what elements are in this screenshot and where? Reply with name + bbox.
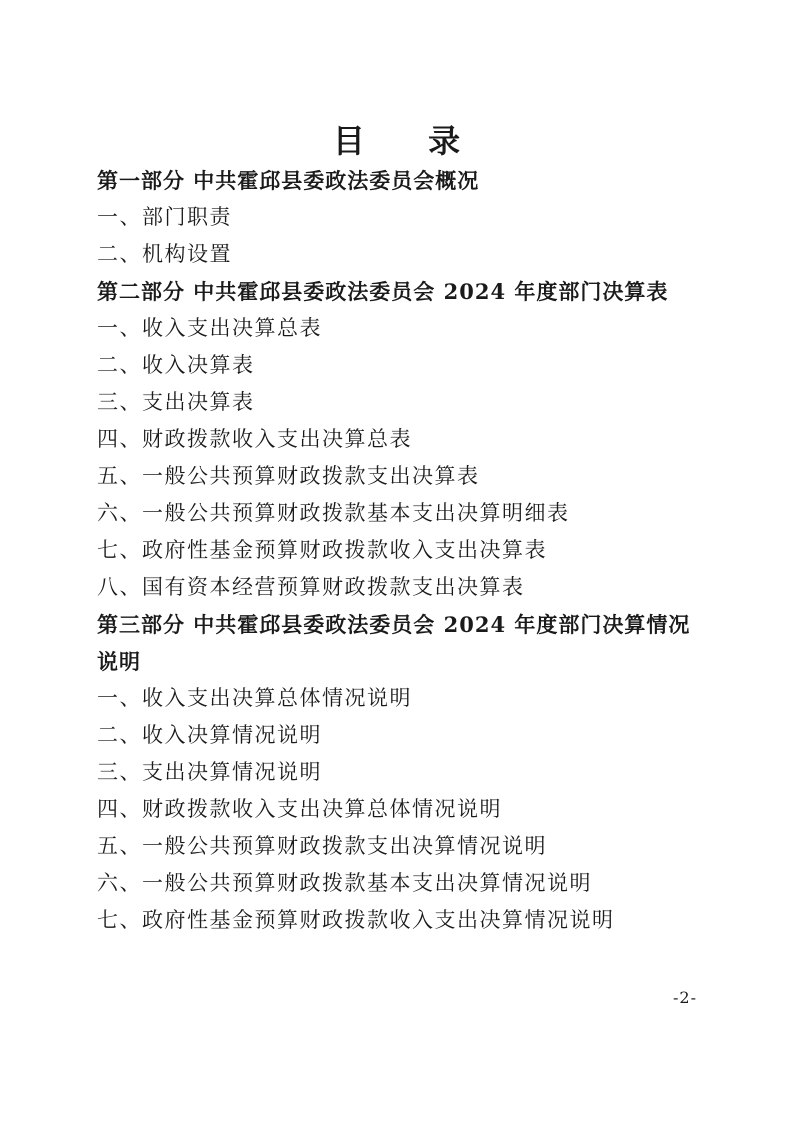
toc-item: 一、收入支出决算总表 — [97, 316, 322, 340]
toc-item: 七、政府性基金预算财政拨款收入支出决算表 — [97, 538, 547, 562]
page-number: -2- — [673, 988, 697, 1007]
toc-part-1-heading: 第一部分 中共霍邱县委政法委员会概况 — [97, 168, 480, 193]
toc-item: 二、收入决算表 — [97, 353, 255, 377]
table-of-contents — [97, 162, 707, 939]
toc-item: 一、收入支出决算总体情况说明 — [97, 686, 412, 710]
toc-item: 六、一般公共预算财政拨款基本支出决算明细表 — [97, 501, 570, 525]
toc-item: 二、收入决算情况说明 — [97, 723, 322, 747]
toc-item: 一、部门职责 — [97, 205, 232, 229]
toc-item: 四、财政拨款收入支出决算总体情况说明 — [97, 797, 502, 821]
toc-item: 三、支出决算情况说明 — [97, 760, 322, 784]
toc-item: 五、一般公共预算财政拨款支出决算情况说明 — [97, 834, 547, 858]
toc-part-2-heading: 第二部分 中共霍邱县委政法委员会 2024 年度部门决算表 — [97, 279, 669, 304]
toc-item: 二、机构设置 — [97, 242, 232, 266]
toc-item: 三、支出决算表 — [97, 390, 255, 414]
toc-item: 八、国有资本经营预算财政拨款支出决算表 — [97, 575, 525, 599]
toc-item: 五、一般公共预算财政拨款支出决算表 — [97, 464, 480, 488]
toc-item: 六、一般公共预算财政拨款基本支出决算情况说明 — [97, 871, 592, 895]
toc-part-3-heading: 第三部分 中共霍邱县委政法委员会 2024 年度部门决算情况说明 — [97, 612, 691, 674]
toc-item: 四、财政拨款收入支出决算总表 — [97, 427, 412, 451]
toc-item: 七、政府性基金预算财政拨款收入支出决算情况说明 — [97, 908, 615, 932]
page-title: 目 录 — [332, 122, 487, 160]
